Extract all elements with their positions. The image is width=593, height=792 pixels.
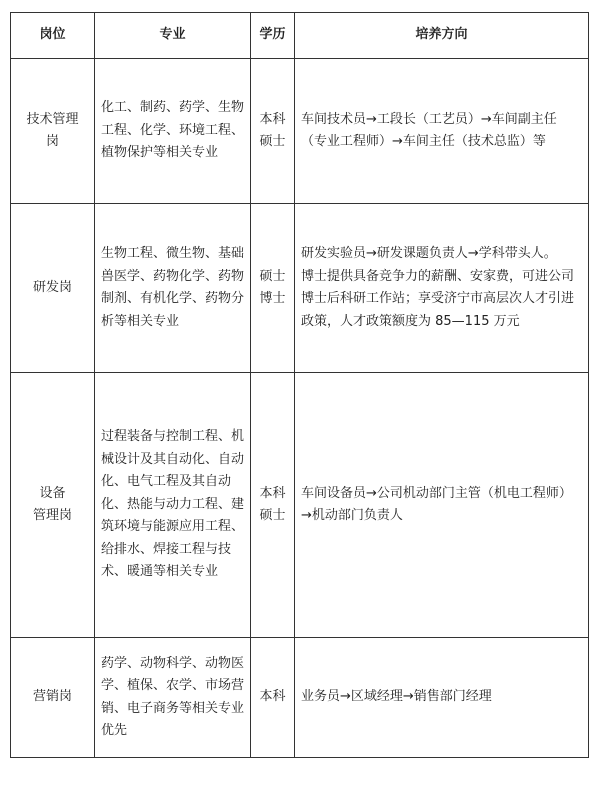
direction-paragraph: 车间设备员→公司机动部门主管（机电工程师）→机动部门负责人 — [301, 485, 572, 523]
position-cell — [11, 638, 95, 758]
header-direction: 培养方向 — [295, 13, 589, 59]
education-cell — [251, 59, 295, 204]
direction-cell — [295, 373, 589, 638]
position-line: 营销岗 — [32, 689, 72, 705]
education-cell — [251, 373, 295, 638]
direction-cell — [295, 638, 589, 758]
position-cell — [11, 59, 95, 204]
education-line: 硕士 — [259, 268, 286, 284]
header-position: 岗位 — [11, 13, 95, 59]
position-line: 管理岗 — [32, 508, 72, 523]
position-line: 设备 — [39, 485, 66, 501]
position-line: 研发岗 — [32, 279, 72, 295]
direction-cell — [295, 204, 589, 373]
recruitment-table-container — [10, 12, 588, 758]
major-cell: 过程装备与控制工程、机械设计及其自动化、自动化、电气工程及其自动化、热能与动力工程、建筑环境与能源应用工程、给排水、焊接工程与技术、暖通等相关专业 — [95, 373, 251, 638]
position-line: 技术管理 — [26, 111, 79, 127]
header-education: 学历 — [251, 13, 295, 59]
major-cell: 化工、制药、药学、生物工程、化学、环境工程、植物保护等相关专业 — [95, 59, 251, 204]
position-cell — [11, 373, 95, 638]
major-cell: 药学、动物科学、动物医学、植保、农学、市场营销、电子商务等相关专业优先 — [95, 638, 251, 758]
education-cell — [251, 204, 295, 373]
education-line: 本科 — [259, 689, 286, 705]
direction-paragraph: 业务员→区域经理→销售部门经理 — [301, 689, 492, 705]
header-major: 专业 — [95, 13, 251, 59]
table-row — [11, 59, 589, 204]
direction-paragraph: 车间技术员→工段长（工艺员）→车间副主任（专业工程师）→车间主任（技术总监）等 — [301, 111, 557, 149]
table-row — [11, 373, 589, 638]
table-row — [11, 204, 589, 373]
position-cell — [11, 204, 95, 373]
direction-cell — [295, 59, 589, 204]
education-cell — [251, 638, 295, 758]
education-line: 本科 — [259, 485, 286, 501]
table-row — [11, 638, 589, 758]
table-header-row — [11, 13, 589, 59]
major-cell: 生物工程、微生物、基础兽医学、药物化学、药物制剂、有机化学、药物分析等相关专业 — [95, 204, 251, 373]
recruitment-table — [10, 12, 589, 758]
direction-paragraph: 博士提供具备竞争力的薪酬、安家费，可进公司博士后科研工作站；享受济宁市高层次人才引进政策，人才政策额度为 85—115 万元 — [301, 268, 575, 329]
education-line: 博士 — [259, 291, 286, 306]
education-line: 硕士 — [259, 508, 286, 523]
education-line: 硕士 — [259, 134, 286, 149]
education-line: 本科 — [259, 111, 286, 127]
direction-paragraph: 研发实验员→研发课题负责人→学科带头人。 — [301, 246, 557, 261]
position-line: 岗 — [45, 134, 59, 149]
